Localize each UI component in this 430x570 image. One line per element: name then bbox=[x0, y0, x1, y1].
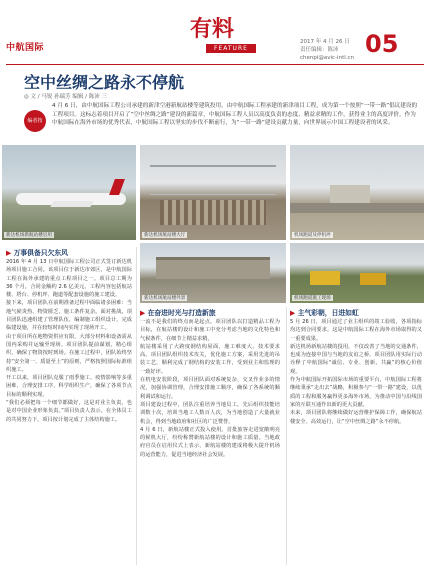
construction-vehicle bbox=[360, 273, 386, 285]
roller-machine bbox=[310, 271, 340, 285]
paragraph: 未来，项目团队将继续做好运营维护保障工作，确保航站楼安全、高效运行，让“空中丝绸之路”永不停航。 bbox=[290, 410, 422, 425]
paragraph: 作为中航国际开拓国际市场的重要平台，中航国际工程将继续秉承“走出去”战略，积极参与“一带一路”建设，以优质的工程和服务赢得更多海外市场，为推动中国与沿线国家的互联互通作出新的更大贡献。 bbox=[290, 377, 422, 408]
section-subtitle: FEATURE bbox=[206, 44, 256, 53]
hall-roof bbox=[150, 165, 276, 195]
article-column bbox=[140, 318, 280, 459]
paragraph: “我们必须把每一个细节都做好，这是对业主负责，也是对中国企业形象负责。”项目负责人表示。在全体员工的共同努力下，项目按计划完成了主体结构施工。 bbox=[6, 400, 132, 423]
section-title: 有料 bbox=[190, 16, 235, 42]
issue-editor: 责任编辑：陈沛 bbox=[300, 47, 339, 53]
paragraph: 一流不是我们的终点而是起点。项目团队以打造精品工程为目标，在航站楼的设计和施工中充分考虑当地的文化特色和气候条件，在细节上精益求精。 bbox=[140, 319, 280, 342]
photo-terminal bbox=[140, 243, 286, 303]
paragraph: 由于项目所在地物资供应有限，大部分材料和设备需从国内采购并运输至现场。项目团队提前谋划，精心组织，确保了物资按时到场。在施工过程中，团队始终坚持“安全第一、质量至上”的原则，严格按照国际标准组织施工。 bbox=[6, 333, 132, 373]
article-headline: 空中丝绸之路永不停航 bbox=[24, 73, 185, 92]
editor-note-badge: 编者按 bbox=[24, 110, 46, 132]
lead-box bbox=[24, 100, 418, 142]
paragraph: 新达机场新航站楼的投用，不仅改善了当地的交通条件，也成为连接中国与当地的友谊之桥。项目团队用实际行动诠释了中航国际“诚信、专业、创新、共赢”的核心价值观。 bbox=[290, 343, 422, 375]
runway-strip bbox=[290, 203, 424, 213]
photo-construction bbox=[290, 243, 424, 303]
paragraph: 2016 年 4 月 13 日中航国际工程公司正式签订新达机场项目施工合同。该项目位于新达市郊区，是中航国际工程在海外承建的重点工程项目之一。项目总工期为 36 个月，合同金额约 2.6 亿美元。工程内容包括航站楼、塔台、停机坪、跑道等配套设施的施工建设。 bbox=[6, 259, 132, 299]
paragraph: 项目建设过程中，团队注重培养当地员工，先后组织技能培训数十次，培训当地工人数百人次，为当地创造了大量就业机会，得到当地政府和社区的广泛赞誉。 bbox=[140, 401, 280, 425]
aircraft-wing bbox=[50, 201, 93, 207]
triangle-icon: ▶ bbox=[140, 309, 148, 317]
triangle-icon: ▶ bbox=[6, 249, 14, 257]
paragraph: 开工以来，项目团队克服了雨季施工、疫情影响等多重困难，合理安排工序，科学组织生产，确保了各项节点目标的顺利实现。 bbox=[6, 375, 132, 398]
photo-caption: 机场跑道及停机坪 bbox=[294, 233, 331, 238]
triangle-icon: ▶ bbox=[290, 309, 298, 317]
photo-aircraft bbox=[2, 145, 136, 240]
terminal-building bbox=[330, 185, 370, 203]
article-column bbox=[6, 258, 132, 424]
header-divider bbox=[6, 64, 424, 65]
crowd bbox=[160, 200, 266, 225]
photo-caption: 新达机场航站楼外景 bbox=[144, 296, 186, 301]
page-number: 05 bbox=[365, 30, 399, 58]
issue-info bbox=[300, 38, 354, 62]
photo-hall bbox=[140, 145, 286, 240]
photo-runway bbox=[290, 145, 424, 240]
article-column bbox=[290, 318, 422, 426]
paragraph: 接下来，项目团队在前期准备过程中面临诸多困难：当地气候炎热、物资匮乏、施工条件复杂。面对挑战，项目团队迅速组建了管理队伍，编制施工组织设计，完成临建设施，并在较短时间内实现了现场开工。 bbox=[6, 300, 132, 332]
paragraph: 5 月 26 日，项目通过了业主组织的竣工验收，各项指标均达到合同要求。这是中航国际工程在海外市场取得的又一重要成果。 bbox=[290, 319, 422, 342]
article-byline: ◎ 文 / 马锐 孙瑞芳 编辑 / 陈沛 三 bbox=[24, 94, 107, 100]
terminal-facade bbox=[156, 257, 270, 279]
page-header bbox=[0, 0, 430, 64]
issue-date: 2017 年 4 月 26 日 bbox=[300, 39, 350, 45]
photo-caption: 新达机场新航站楼启用 bbox=[6, 233, 52, 238]
paragraph: 4 月 6 日，新航站楼正式投入使用。首批旅客走进宽敞明亮的候机大厅，纷纷称赞新航站楼的设计和施工质量。当地政府官员在启用仪式上表示，新航站楼的建成将极大提升机场的运营能力，促进当地经济社会发展。 bbox=[140, 426, 280, 458]
section-heading: ▶ 在奋进时光与打造新旅 bbox=[140, 309, 216, 317]
section-heading: ▶ 万事俱备只欠东风 bbox=[6, 249, 68, 257]
paragraph: 航站楼采用了大跨度钢结构屋面，施工难度大、技术要求高。项目团队组织技术攻关，优化施工方案，采用先进的吊装工艺，顺利完成了钢结构的安装工作，受到业主和监理的一致好评。 bbox=[140, 343, 280, 375]
section-heading: ▶ 主气彩朝，日进如虹 bbox=[290, 309, 359, 317]
company-logo: 中航国际 bbox=[6, 43, 45, 53]
paragraph: 在机电安装阶段，项目团队面对系统复杂、交叉作业多的情况，加强协调管理，合理安排施工顺序，确保了各系统的顺利调试和运行。 bbox=[140, 377, 280, 400]
column-divider bbox=[286, 307, 287, 565]
photo-caption: 机场跑道施工现场 bbox=[294, 296, 331, 301]
lead-paragraph: 4 月 6 日，由中航国际工程公司承建的新津空港新航站楼等建筑投用，由中航国际工程承建的新津项目工程，成为第一个按照“一带一路”倡议建设的工程项目。这标志着项目开启了“空中丝绸之路”建设的新篇章，中航国际工程人员以高度负责的态度、精益求精的工作，获得业主的高度评价。作为中航国际在海外市场的优秀代表，中航国际工程以坚实的步伐不断前行，为“一带一路”建设贡献力量，向世界展示中国工程建设者的风采。 bbox=[52, 103, 418, 127]
column-divider bbox=[136, 247, 137, 565]
photo-caption: 新达机场航站楼大厅 bbox=[144, 233, 186, 238]
issue-email: chenpi@avic-intl.cn bbox=[300, 55, 355, 61]
